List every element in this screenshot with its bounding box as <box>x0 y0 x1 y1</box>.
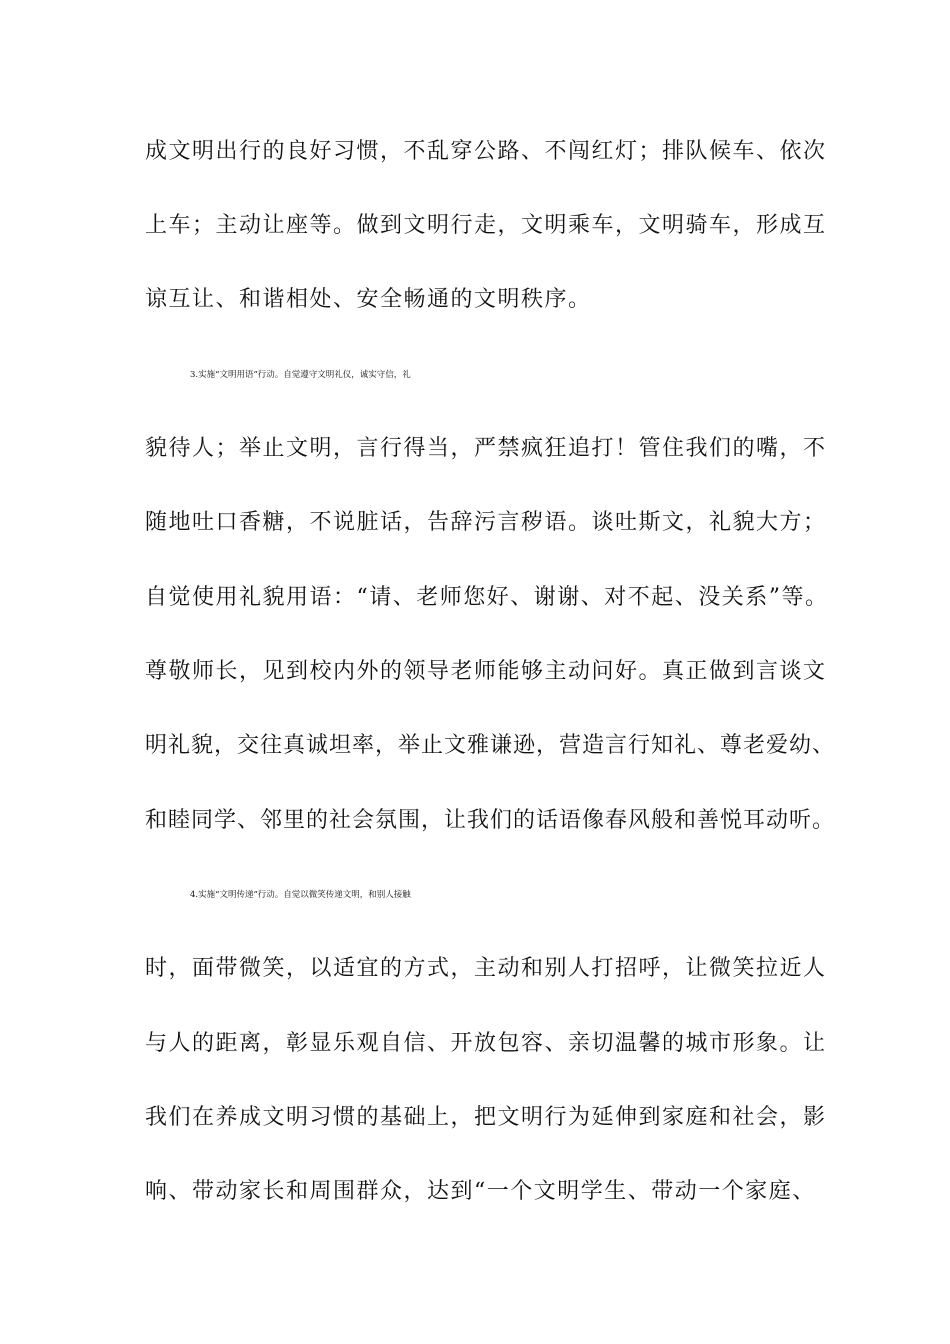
text-line: 成文明出行的良好习惯，不乱穿公路、不闯红灯；排队候车、依次 <box>145 139 827 164</box>
text-line: 随地吐口香糖，不说脏话，告辞污言秽语。谈吐斯文，礼貌大方； <box>145 510 827 535</box>
text-line: 3.实施“文明用语”行动。自觉遵守文明礼仪，诚实守信，礼 <box>190 370 411 380</box>
text-line: 我们在养成文明习惯的基础上，把文明行为延伸到家庭和社会，影 <box>145 1105 827 1130</box>
text-line: 自觉使用礼貌用语：“请、老师您好、谢谢、对不起、没关系”等。 <box>145 585 829 610</box>
text-line: 貌待人；举止文明，言行得当，严禁疯狂追打！管住我们的嘴，不 <box>145 436 827 461</box>
text-line: 响、带动家长和周围群众，达到“一个文明学生、带动一个家庭、 <box>145 1179 816 1204</box>
text-line: 谅互让、和谐相处、安全畅通的文明秩序。 <box>145 287 592 312</box>
text-line: 4.实施“文明传递”行动。自觉以微笑传递文明，和别人接触 <box>190 890 411 900</box>
text-line: 明礼貌，交往真诚坦率，举止文雅谦逊，营造言行知礼、尊老爱幼、 <box>145 733 836 758</box>
text-line: 时，面带微笑，以适宜的方式，主动和别人打招呼，让微笑拉近人 <box>145 956 827 981</box>
text-line: 尊敬师长，见到校内外的领导老师能够主动问好。真正做到言谈文 <box>145 659 827 684</box>
text-line: 上车；主动让座等。做到文明行走，文明乘车，文明骑车，形成互 <box>145 213 827 238</box>
text-line: 与人的距离，彰显乐观自信、开放包容、亲切温馨的城市形象。让 <box>145 1031 827 1056</box>
text-line: 和睦同学、邻里的社会氛围，让我们的话语像春风般和善悦耳动听。 <box>145 808 836 833</box>
